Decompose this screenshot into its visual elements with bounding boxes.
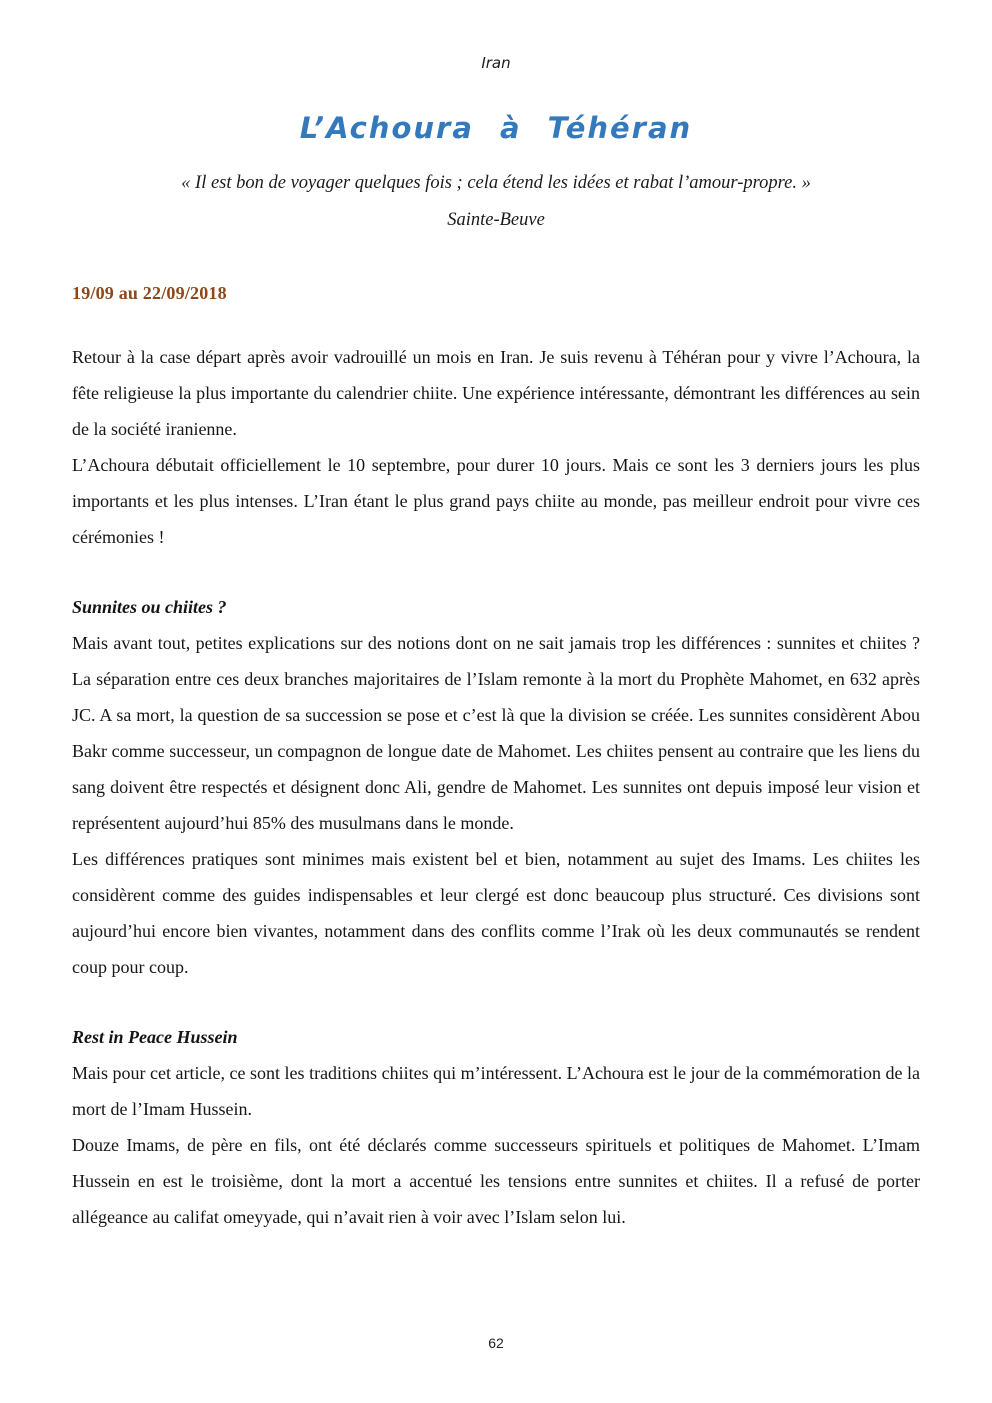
intro-paragraph: Retour à la case départ après avoir vadrouillé un mois en Iran. Je suis revenu à Téhéran pour y vivre l’Achoura, la fête religieuse la plus importante du calendrier chiite. Une expérience intéressante, démontrant les différences au sein de la société iranienne. [72, 347, 920, 440]
body-paragraph: Mais pour cet article, ce sont les traditions chiites qui m’intéressent. L’Achoura est le jour de la commémoration de la mort de l’Imam Hussein. [72, 1063, 920, 1120]
epigraph-quote: « Il est bon de voyager quelques fois ; cela étend les idées et rabat l’amour-propre. » [181, 173, 811, 194]
intro-section [72, 339, 920, 555]
section-rest-in-peace-hussein [72, 1019, 920, 1235]
section-sunnites-chiites [72, 589, 920, 985]
body-paragraph: Les différences pratiques sont minimes mais existent bel et bien, notamment au sujet des Imams. Les chiites les considèrent comme des guides indispensables et leur clergé est donc beaucoup plus structuré. Ces divisions sont aujourd’hui encore bien vivantes, notamment dans des conflits comme l’Irak où les deux communautés se rendent coup pour coup. [72, 849, 920, 978]
page-number: 62 [488, 1335, 504, 1351]
document-header: Iran [481, 54, 511, 72]
section-heading: Sunnites ou chiites ? [72, 597, 227, 618]
body-paragraph: Mais avant tout, petites explications sur des notions dont on ne sait jamais trop les différences : sunnites et chiites ? La séparation entre ces deux branches majoritaires de l’Islam remonte à la mort du Prophète Mahomet, en 632 après JC. A sa mort, la question de sa succession se pose et c’est là que la division se créée. Les sunnites considèrent Abou Bakr comme successeur, un compagnon de longue date de Mahomet. Les chiites pensent au contraire que les liens du sang doivent être respectés et désignent donc Ali, gendre de Mahomet. Les sunnites ont depuis imposé leur vision et représentent aujourd’hui 85% des musulmans dans le monde. [72, 633, 920, 834]
body-paragraph: Douze Imams, de père en fils, ont été déclarés comme successeurs spirituels et politiques de Mahomet. L’Imam Hussein en est le troisième, dont la mort a accentué les tensions entre sunnites et chiites. Il a refusé de porter allégeance au califat omeyyade, qui n’avait rien à voir avec l’Islam selon lui. [72, 1135, 920, 1228]
date-heading: 19/09 au 22/09/2018 [72, 283, 227, 304]
page-title: L’Achoura à Téhéran [299, 111, 693, 145]
epigraph-attribution: Sainte-Beuve [447, 210, 545, 231]
intro-paragraph: L’Achoura débutait officiellement le 10 septembre, pour durer 10 jours. Mais ce sont les 3 derniers jours les plus importants et les plus intenses. L’Iran étant le plus grand pays chiite au monde, pas meilleur endroit pour vivre ces cérémonies ! [72, 455, 920, 548]
section-heading: Rest in Peace Hussein [72, 1027, 238, 1048]
